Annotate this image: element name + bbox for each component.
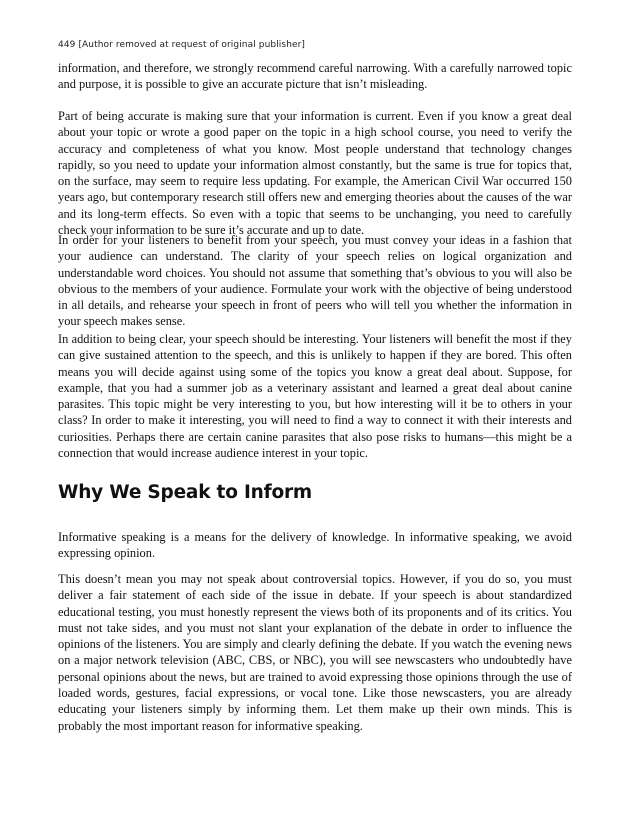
running-head: 449 [Author removed at request of original publisher] [58,40,306,50]
paragraph-informative-definition: Informative speaking is a means for the delivery of knowledge. In informative speaking, we avoid expressing opinion. [58,530,572,561]
paragraph-interesting: In addition to being clear, your speech should be interesting. Your listeners will benefit the most if they can give sustained attention to the speech, and this is unlikely to happen if they are bored. This often means you will decide against using some of the topics you know a great deal about. Suppose, for example, that you had a summer job as a veterinary assistant and learned a great deal about canine parasites. This topic might be very interesting to you, but how interesting will it be to others in your class? In order to make it interesting, you will need to find a way to connect it with their interests and curiosities. Perhaps there are certain canine parasites that also pose risks to humans—this might be a connection that would increase audience interest in your topic. [58,332,572,461]
paragraph-controversial-topics: This doesn’t mean you may not speak about controversial topics. However, if you do so, you must deliver a fair statement of each side of the issue in debate. If your speech is about standardized educational testing, you must honestly represent the views both of its proponents and of its critics. You must not take sides, and you must not slant your explanation of the debate in order to influence the opinions of the listeners. You are simply and clearly defining the debate. If you watch the evening news on a major network television (ABC, CBS, or NBC), you will see newscasters who undoubtedly have personal opinions about the news, but are trained to avoid expressing those opinions through the use of loaded words, gestures, facial expressions, or vocal tone. Like those newscasters, you are already educating your listeners simply by informing them. Let them make up their own minds. This is probably the most important reason for informative speaking. [58,572,572,733]
paragraph-accuracy-currency: Part of being accurate is making sure that your information is current. Even if you know a great deal about your topic or wrote a good paper on the topic in a high school course, you need to verify the accuracy and completeness of what you know. Most people understand that technology changes rapidly, so you need to update your information almost constantly, but the same is true for topics that, on the surface, may seem to require less updating. For example, the American Civil War occurred 150 years ago, but contemporary research still offers new and emerging theories about the causes of the war and its long-term effects. So even with a topic that seems to be unchanging, you need to carefully check your information to be sure it’s accurate and up to date. [58,109,572,238]
section-heading: Why We Speak to Inform [58,482,312,503]
paragraph-clarity: In order for your listeners to benefit from your speech, you must convey your ideas in a fashion that your audience can understand. The clarity of your speech relies on logical organization and understandable word choices. You should not assume that something that’s obvious to you will also be obvious to the members of your audience. Formulate your work with the objective of being understood in all details, and rehearse your speech in front of peers who will tell you whether the information in your speech makes sense. [58,233,572,329]
paragraph-continued-narrowing: information, and therefore, we strongly recommend careful narrowing. With a carefully narrowed topic and purpose, it is possible to give an accurate picture that isn’t misleading. [58,61,572,92]
